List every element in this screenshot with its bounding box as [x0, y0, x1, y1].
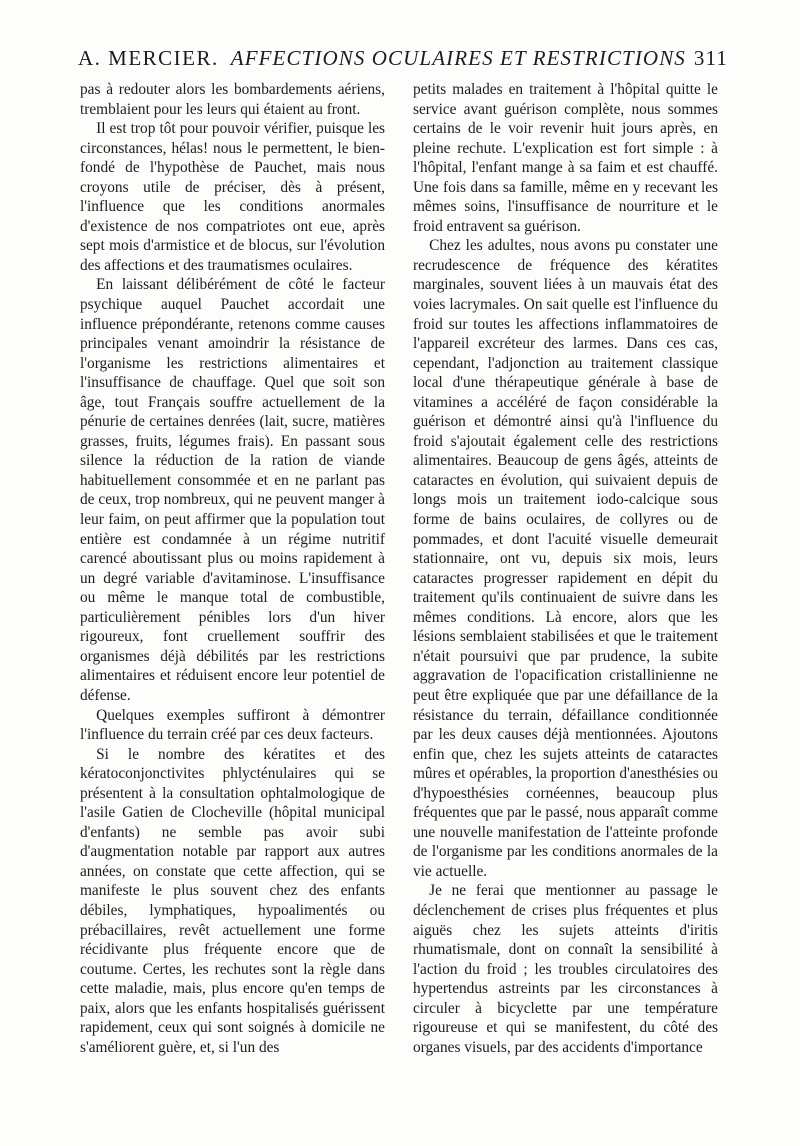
left-column — [80, 80, 385, 1120]
paragraph: En laissant délibérément de côté le facteur psychique auquel Pauchet accordait une influence prépondérante, retenons comme causes principales venant amoindrir la résistance de l'organisme les restrictions alimentaires et l'insuffisance de chauffage. Quel que soit son âge, tout Français souffre actuellement de la pénurie de certaines denrées (lait, sucre, matières grasses, fruits, légumes frais). En passant sous silence la réduction de la ration de viande habituellement consommée et en ne parlant pas de ceux, trop nombreux, qui ne peuvent manger à leur faim, on peut affirmer que la population tout entière est condamnée à un régime nutritif carencé aboutissant plus ou moins rapidement à un degré variable d'avitaminose. L'insuffisance ou même le manque total de combustible, particulièrement pénibles lors d'un hiver rigoureux, font cruellement souffrir des organismes déjà débilités par les restrictions alimentaires et réduisent encore leur potentiel de défense. — [80, 276, 385, 704]
paragraph: Si le nombre des kératites et des kératoconjonctivites phlycténulaires qui se présentent à la consultation ophtalmologique de l'asile Gatien de Clocheville (hôpital municipal d'enfants) ne semble pas avoir subi d'augmentation notable par rapport aux autres années, on constate que cette affection, qui se manifeste le plus souvent chez des enfants débiles, lymphatiques, hypoalimentés ou prébacillaires, revêt actuellement une forme récidivante plus fréquente encore que de coutume. Certes, les rechutes sont la règle dans cette maladie, mais, plus encore qu'en temps de paix, alors que les enfants hospitalisés guérissent rapidement, ceux qui sont soignés à domicile ne s'améliorent guère, et, si l'un des — [80, 745, 385, 1056]
header-title: AFFECTIONS OCULAIRES ET RESTRICTIONS — [230, 46, 686, 70]
header-author: A. MERCIER. — [78, 46, 219, 70]
paragraph: Chez les adultes, nous avons pu constater une recrudescence de fréquence des kératites marginales, souvent liées à un mauvais état des voies lacrymales. On sait quelle est l'influence du froid sur toutes les affections inflammatoires de l'appareil excréteur des larmes. Dans ces cas, cependant, l'adjonction au traitement classique local d'une thérapeutique générale à base de vitamines a accéléré de façon considérable la guérison et démontré ainsi qu'à l'influence du froid s'ajoutait également celle des restrictions alimentaires. Beaucoup de gens âgés, atteints de cataractes en évolution, qui suivaient depuis de longs mois un traitement iodo-calcique sous forme de bains oculaires, de collyres ou de pommades, et dont l'acuité visuelle demeurait stationnaire, ont vu, depuis six mois, leurs cataractes progresser rapidement en dépit du traitement qu'ils continuaient de suivre dans les mêmes conditions. Là encore, alors que les lésions semblaient stabilisées et que le traitement n'était poursuivi que par prudence, la subite aggravation de l'opacification cristallinienne ne peut être expliquée que par une défaillance de la résistance du terrain, défaillance conditionnée par les deux causes déjà mentionnées. Ajoutons enfin que, chez les sujets atteints de cataractes mûres et opérables, la proportion d'anesthésies ou d'hypoesthésies cornéennes, beaucoup plus fréquentes que par le passé, nous apparaît comme une nouvelle manifestation de l'atteinte profonde de l'organisme par les conditions anormales de la vie actuelle. — [413, 237, 718, 880]
paragraph: pas à redouter alors les bombardements aériens, tremblaient pour les leurs qui étaient au front. — [80, 81, 385, 118]
paragraph: petits malades en traitement à l'hôpital quitte le service avant guérison complète, nous sommes certains de le voir revenir huit jours après, en pleine rechute. L'explication est fort simple : à l'hôpital, l'enfant mange à sa faim et est chauffé. Une fois dans sa famille, même en y recevant les mêmes soins, l'insuffisance de nourriture et le froid entravent sa guérison. — [413, 81, 718, 235]
paragraph: Il est trop tôt pour pouvoir vérifier, puisque les circonstances, hélas! nous le permettent, le bien-fondé de l'hypothèse de Pauchet, mais nous croyons utile de préciser, dès à présent, l'influence que les conditions anormales d'existence de nos compatriotes ont eue, après sept mois d'armistice et de blocus, sur l'évolution des affections et des traumatismes oculaires. — [80, 120, 385, 274]
paragraph: Je ne ferai que mentionner au passage le déclenchement de crises plus fréquentes et plus aiguës chez les sujets atteints d'iritis rhumatismale, dont on connaît la sensibilité à l'action du froid ; les troubles circulatoires des hypertendus astreints par les circonstances à circuler à bicyclette par une température rigoureuse et qui se manifestent, du côté des organes visuels, par des accidents d'importance — [413, 882, 718, 1056]
right-column — [413, 80, 718, 1120]
running-head — [78, 46, 728, 76]
paragraph: Quelques exemples suffiront à démontrer l'influence du terrain créé par ces deux facteurs. — [80, 706, 385, 744]
page-number: 311 — [693, 46, 728, 70]
